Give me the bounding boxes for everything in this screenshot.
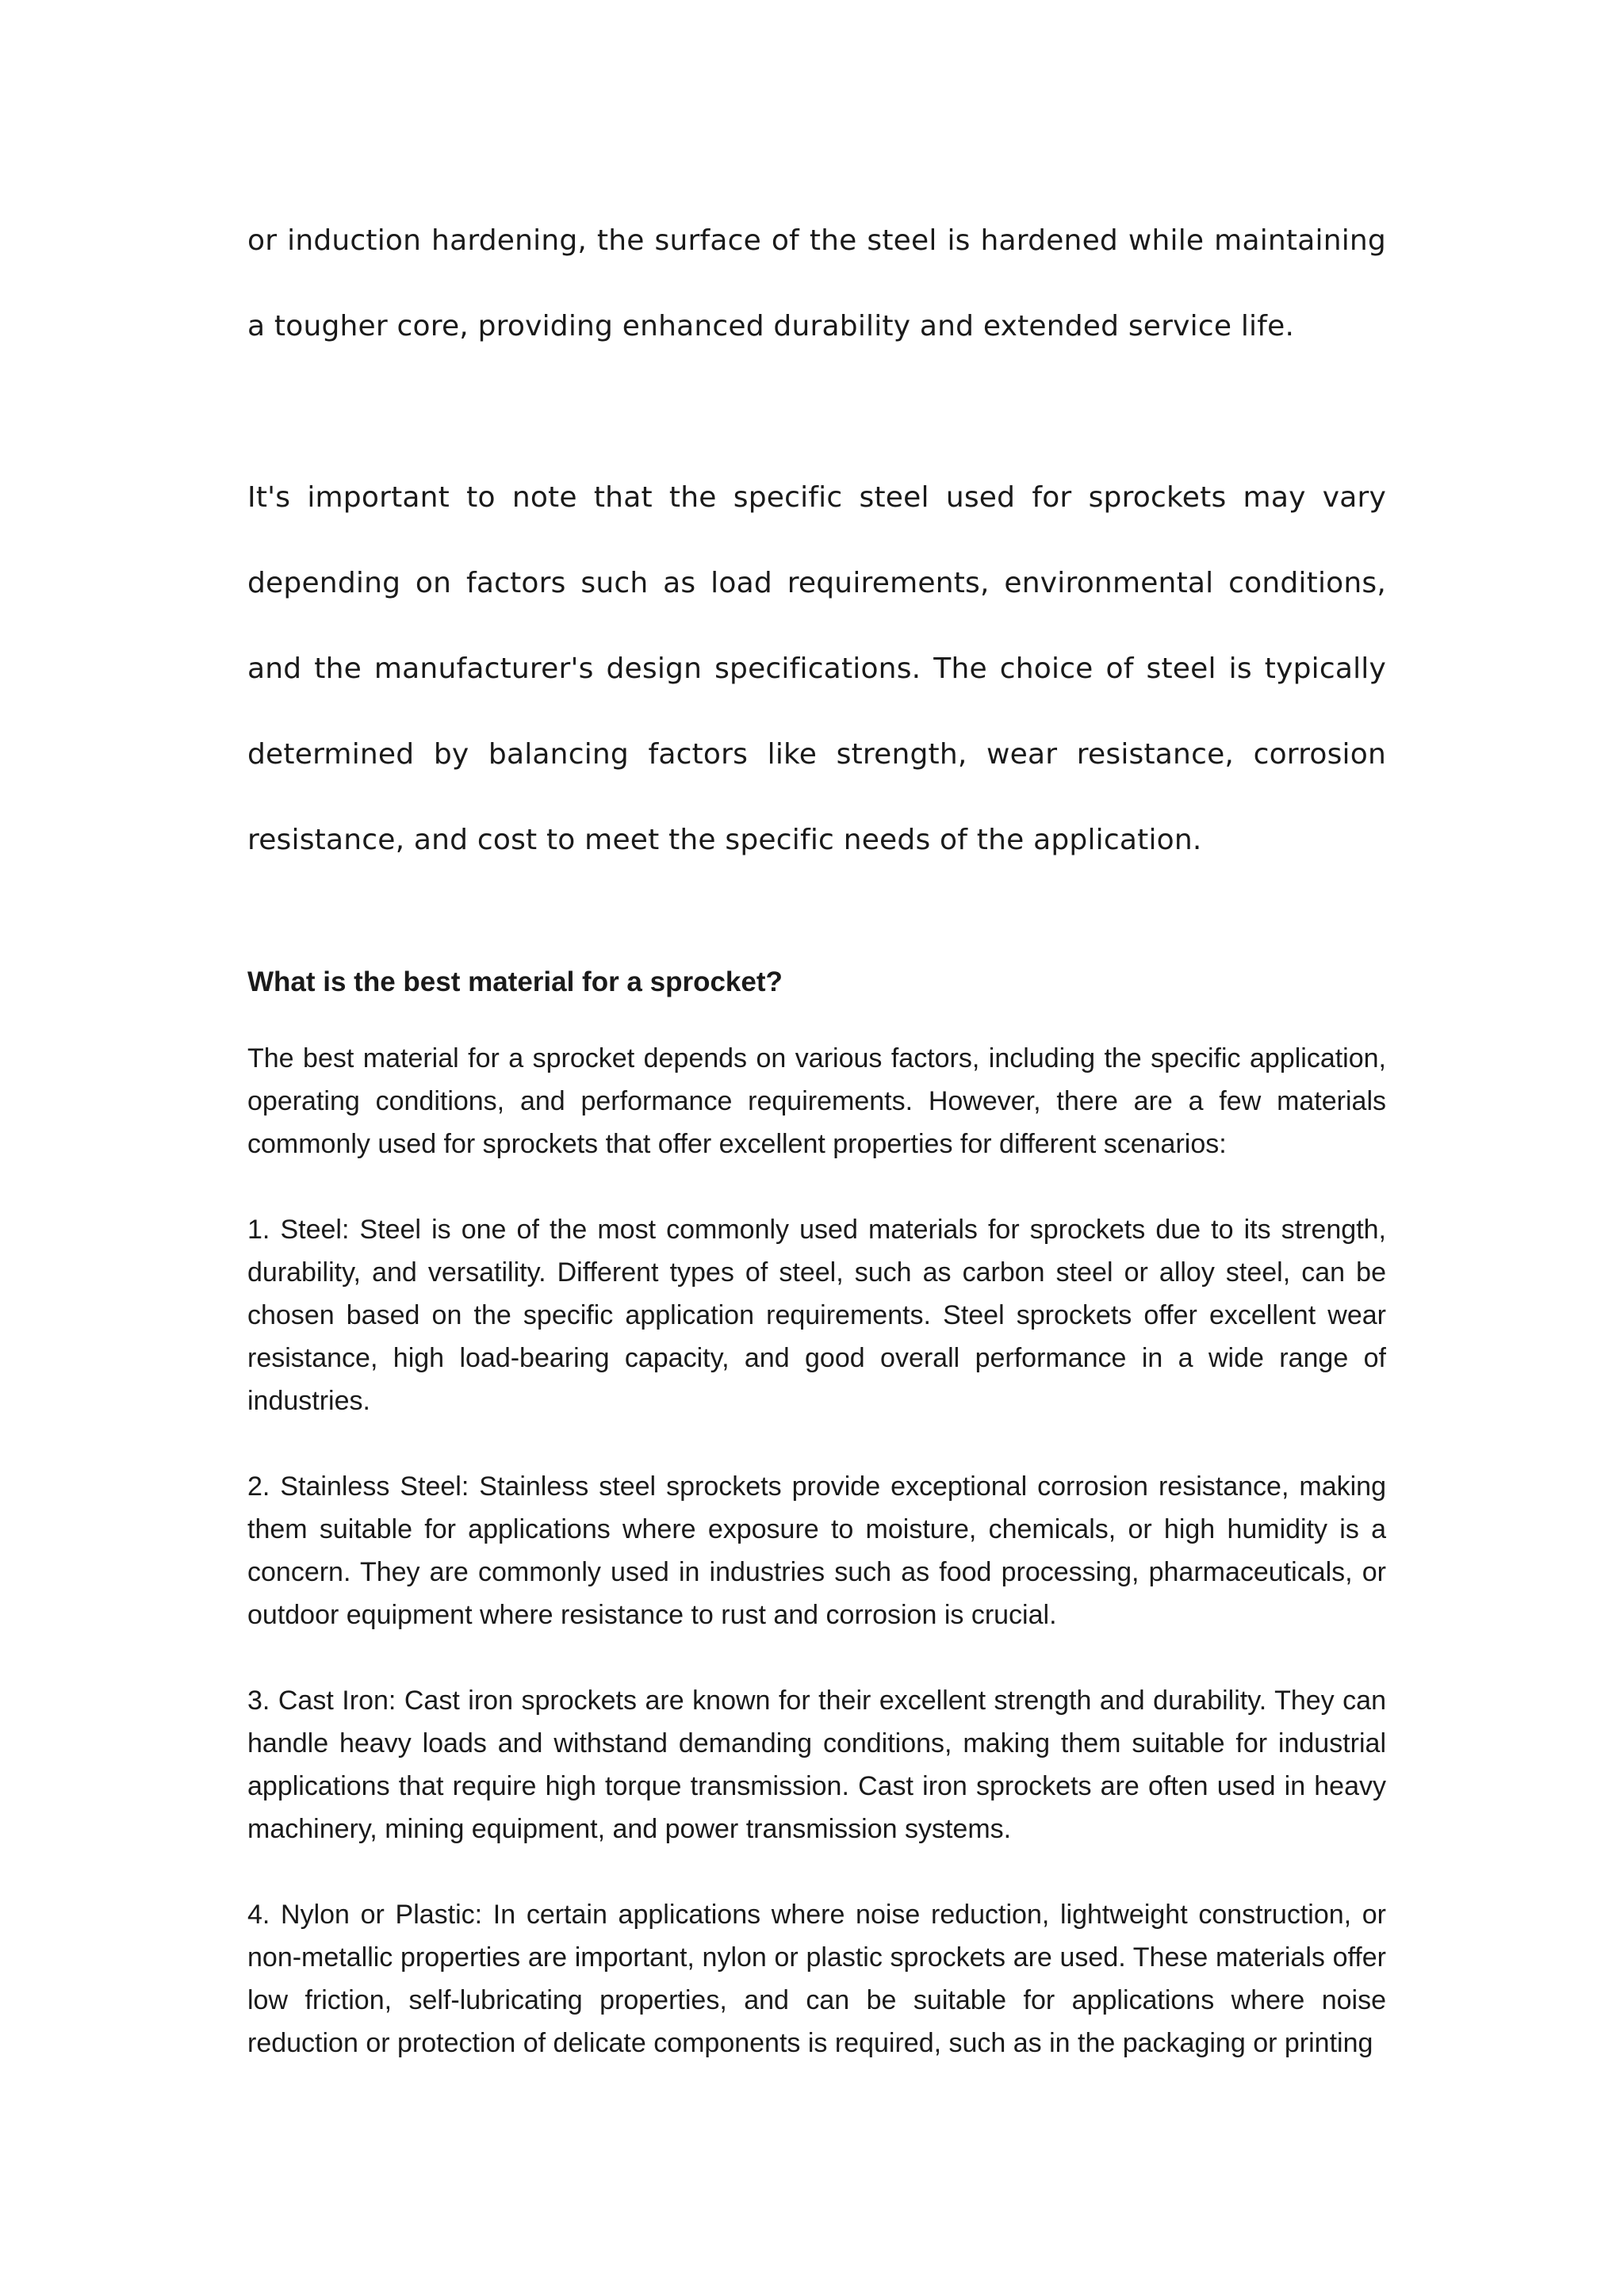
lead-paragraph: The best material for a sprocket depends on various factors, including the specific application, operating conditions, and performance requirements. However, there are a few materials commonly used for sprockets that offer excellent properties for different scenarios: [247,1043,1386,1159]
page-content [247,198,1386,2064]
list-item-steel: 1. Steel: Steel is one of the most commonly used materials for sprockets due to its strength, durability, and versatility. Different types of steel, such as carbon steel or alloy steel, can be chosen based on the specific application requirements. Steel sprockets offer excellent wear resistance, high load-bearing capacity, and good overall performance in a wide range of industries. [247,1215,1386,1416]
list-item-stainless-steel: 2. Stainless Steel: Stainless steel sprockets provide exceptional corrosion resistance, making them suitable for applications where exposure to moisture, chemicals, or high humidity is a concern. They are commonly used in industries such as food processing, pharmaceuticals, or outdoor equipment where resistance to rust and corrosion is crucial. [247,1471,1386,1630]
intro-paragraph-hardening: or induction hardening, the surface of the steel is hardened while maintaining a tougher core, providing enhanced durability and extended service life. [247,224,1386,342]
section-heading: What is the best material for a sprocket? [247,966,783,997]
list-item-nylon-plastic: 4. Nylon or Plastic: In certain applications where noise reduction, lightweight construction, or non-metallic properties are important, nylon or plastic sprockets are used. These materials offer low friction, self-lubricating properties, and can be suitable for applications where noise reduction or protection of delicate components is required, such as in the packaging or printing [247,1900,1386,2058]
list-item-cast-iron: 3. Cast Iron: Cast iron sprockets are known for their excellent strength and durability. They can handle heavy loads and withstand demanding conditions, making them suitable for industrial applications that require high torque transmission. Cast iron sprockets are often used in heavy machinery, mining equipment, and power transmission systems. [247,1686,1386,1844]
intro-paragraph-steel-choice: It's important to note that the specific steel used for sprockets may vary depending on factors such as load requirements, environmental conditions, and the manufacturer's design specifications. The choice of steel is typically determined by balancing factors like strength, wear resistance, corrosion resistance, and cost to meet the specific needs of the application. [247,481,1386,856]
